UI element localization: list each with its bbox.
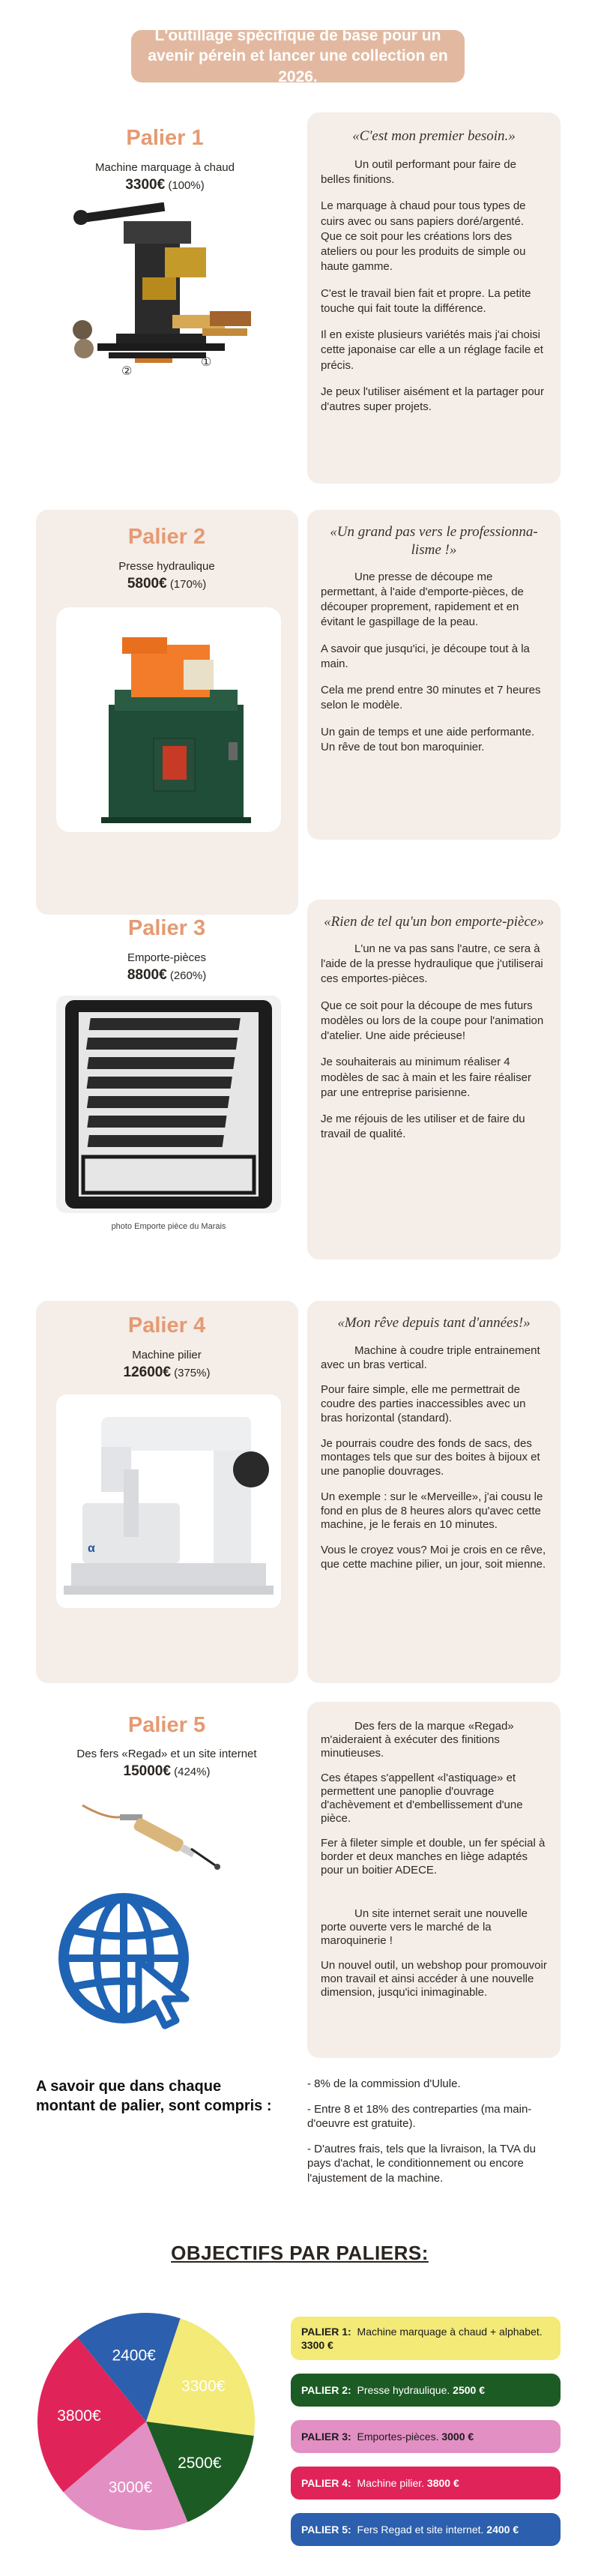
tier-4-quote: «Mon rêve depuis tant d'années!» (337, 1315, 531, 1331)
tier-4-para-4: Un exemple : sur le «Merveille», j'ai cousu le fond en plus de 8 heures alors qu'avec cette machine, je le ferais en 10 minutes. (321, 1490, 543, 1532)
legend-item-tag: PALIER 4: (301, 2476, 351, 2489)
objectives-title: OBJECTIFS PAR PALIERS: (171, 2242, 429, 2264)
tier-5-para-3: Fer à fileter simple et double, un fer spécial à border et deux manches en liège adaptés pour un boitier ADECE. (321, 1837, 546, 1877)
tier-1-title: Palier 1 (126, 126, 204, 150)
tier-5-price: 15000€ (424%) (123, 1763, 211, 1779)
pie-label-5: 2400€ (112, 2347, 156, 2365)
tier-2-price: 5800€ (170%) (127, 576, 207, 592)
legend-item-tag: PALIER 3: (301, 2430, 351, 2443)
pie-label-2: 2500€ (178, 2454, 222, 2472)
legend-item-1 (291, 2317, 561, 2360)
objectives-pie-chart (19, 2309, 274, 2534)
legend-item-5 (291, 2513, 561, 2546)
pie-label-1: 3300€ (181, 2377, 226, 2395)
tier-3-name: Emporte-pièces (127, 951, 207, 964)
hot-stamping-machine-image (52, 202, 277, 382)
tier-5-para-5: Un nouvel outil, un webshop pour promouvoir mon travail et ainsi accéder à une nouvelle dimension, jusqu'ici inimaginable. (321, 1959, 547, 1999)
tier-4-para-1: Machine à coudre triple entrainement avec un bras vertical. (321, 1343, 540, 1371)
legend-item-amount: 3800 € (426, 2476, 459, 2489)
tier-3-description-card (307, 900, 561, 1260)
tier-3-price: 8800€ (260%) (127, 967, 207, 983)
tier-2-title: Palier 2 (127, 525, 206, 549)
legend-item-text: Machine marquage à chaud + alphabet. (354, 2325, 543, 2338)
tier-1-para-1: Un outil performant pour faire de belles finitions. (321, 157, 516, 186)
included-cost-item-3: - D'autres frais, tels que la livraison, la TVA du pays d'achat, le conditionnement ou encore l'ajustement de la machine. (307, 2142, 536, 2185)
tier-3-para-2: Que ce soit pour la découpe de mes futurs modèles ou lors de la coupe pour l'animation d'atelier. Une aide précieuse! (321, 999, 544, 1042)
marker-2-label: ② (121, 364, 133, 378)
tier-5-title: Palier 5 (127, 1713, 206, 1737)
tier-5-description-card (307, 1702, 561, 2058)
globe-cursor-icon (52, 1889, 210, 2032)
post-bed-sewing-machine-image (56, 1394, 281, 1608)
tier-1-para-4: Il en existe plusieurs variétés mais j'ai choisi cette japonaise car elle a un réglage facile et précis. (321, 328, 543, 372)
tier-5-para-2: Ces étapes s'appellent «l'astiquage» et permettent une panoplie d'ouvrage d'achèvement et d'embellissement d'une pièce. (321, 1772, 523, 1825)
tier-3-para-4: Je me réjouis de les utiliser et de faire du travail de qualité. (321, 1113, 525, 1141)
legend-item-text: Emportes-pièces. (354, 2430, 442, 2443)
tier-4-description-card (307, 1301, 561, 1683)
marker-1-label: ① (201, 355, 212, 369)
legend-item-amount: 2400 € (486, 2523, 519, 2536)
tier-5-name: Des fers «Regad» et un site internet (76, 1748, 257, 1760)
legend-item-4 (291, 2467, 561, 2500)
tier-2-para-3: Cela me prend entre 30 minutes et 7 heures selon le modèle. (321, 684, 541, 712)
tier-4-para-3: Je pourrais coudre des fonds de sacs, des montages tels que sur des boites à bijoux et une panoplie douvrages. (321, 1436, 540, 1478)
tier-2-description-card (307, 510, 561, 840)
tier-4-title: Palier 4 (127, 1313, 206, 1337)
tier-1-price: 3300€ (100%) (125, 177, 205, 193)
tier-4-para-5: Vous le croyez vous? Moi je crois en ce rêve, que cette machine pilier, un jour, soit mienne. (321, 1544, 546, 1571)
legend-item-text: Fers Regad et site internet. (354, 2523, 487, 2536)
legend-item-amount: 3300 € (301, 2339, 333, 2351)
tier-1-quote: «C'est mon premier besoin.» (352, 128, 516, 144)
legend-item-amount: 2500 € (453, 2383, 485, 2396)
included-cost-item-1: - 8% de la commission d'Ulule. (307, 2077, 461, 2090)
creasing-iron-image (79, 1798, 229, 1880)
tier-1-name: Machine marquage à chaud (95, 161, 235, 174)
tier-5-para-4: Un site internet serait une nouvelle porte ouverte vers le marché de la maroquinerie ! (321, 1907, 528, 1947)
tier-1-para-2: Le marquage à chaud pour tous types de cuirs avec ou sans papiers doré/argenté. Que ce soit pour les créations lors des ateliers ou pour les produits de simple ou haute gamme. (321, 199, 526, 274)
intro-banner: L'outillage spécifique de base pour un avenir pérein et lancer une collection en 2026. (131, 30, 465, 82)
objectives-legend (291, 2317, 561, 2560)
tier-1-para-5: Je peux l'utiliser aisément et la partager pour d'autres super projets. (321, 385, 545, 413)
cutting-die-image (56, 996, 281, 1213)
tier-4-price: 12600€ (375%) (123, 1364, 211, 1380)
svg-text:α: α (88, 1542, 95, 1555)
tier-3-para-1: L'un ne va pas sans l'autre, ce sera à l'aide de la presse hydraulique que j'utiliserai ces emportes-pièces. (321, 942, 543, 986)
cutting-die-caption: photo Emporte pièce du Marais (111, 1222, 226, 1231)
pie-label-3: 3000€ (108, 2479, 153, 2497)
tier-2-name: Presse hydraulique (118, 560, 215, 573)
hydraulic-press-image (56, 607, 281, 832)
legend-item-text: Presse hydraulique. (354, 2383, 453, 2396)
tier-1-para-3: C'est le travail bien fait et propre. La petite touche qui fait toute la différence. (321, 286, 531, 315)
tier-2-quote: «Un grand pas vers le professionna-lisme !» (330, 524, 538, 558)
legend-item-amount: 3000 € (441, 2430, 474, 2443)
included-cost-item-2: - Entre 8 et 18% des contreparties (ma main-d'oeuvre est gratuite). (307, 2102, 532, 2130)
pie-label-4: 3800€ (57, 2407, 101, 2425)
tier-4-name: Machine pilier (132, 1349, 202, 1361)
included-costs-heading: A savoir que dans chaque montant de palier, sont compris : (36, 2078, 272, 2114)
tier-5-para-1: Des fers de la marque «Regad» m'aideraient à exécuter des finitions minutieuses. (321, 1720, 514, 1760)
legend-item-2 (291, 2374, 561, 2407)
legend-item-text: Machine pilier. (354, 2476, 427, 2489)
tier-3-quote: «Rien de tel qu'un bon emporte-pièce» (324, 914, 544, 930)
legend-item-tag: PALIER 1: (301, 2325, 351, 2338)
tier-4-para-2: Pour faire simple, elle me permettrait de coudre des parties inaccessibles avec un bras horizontal (standard). (321, 1383, 526, 1424)
tier-2-para-1: Une presse de découpe me permettant, à l'aide d'emporte-pièces, de découper proprement, rapidement et en évitant le gaspillage de la peau. (321, 570, 524, 629)
tier-3-title: Palier 3 (127, 916, 206, 940)
tier-2-para-2: A savoir que jusqu'ici, je découpe tout à la main. (321, 642, 530, 670)
included-costs-list (307, 2077, 562, 2196)
tier-3-para-3: Je souhaiterais au minimum réaliser 4 modèles de sac à main et les faire réaliser par une entreprise parisienne. (321, 1056, 531, 1099)
legend-item-3 (291, 2420, 561, 2453)
legend-item-tag: PALIER 2: (301, 2383, 351, 2396)
tier-1-description-card (307, 112, 561, 484)
tier-2-para-4: Un gain de temps et une aide performante. Un rêve de tout bon maroquinier. (321, 725, 535, 753)
legend-item-tag: PALIER 5: (301, 2523, 351, 2536)
